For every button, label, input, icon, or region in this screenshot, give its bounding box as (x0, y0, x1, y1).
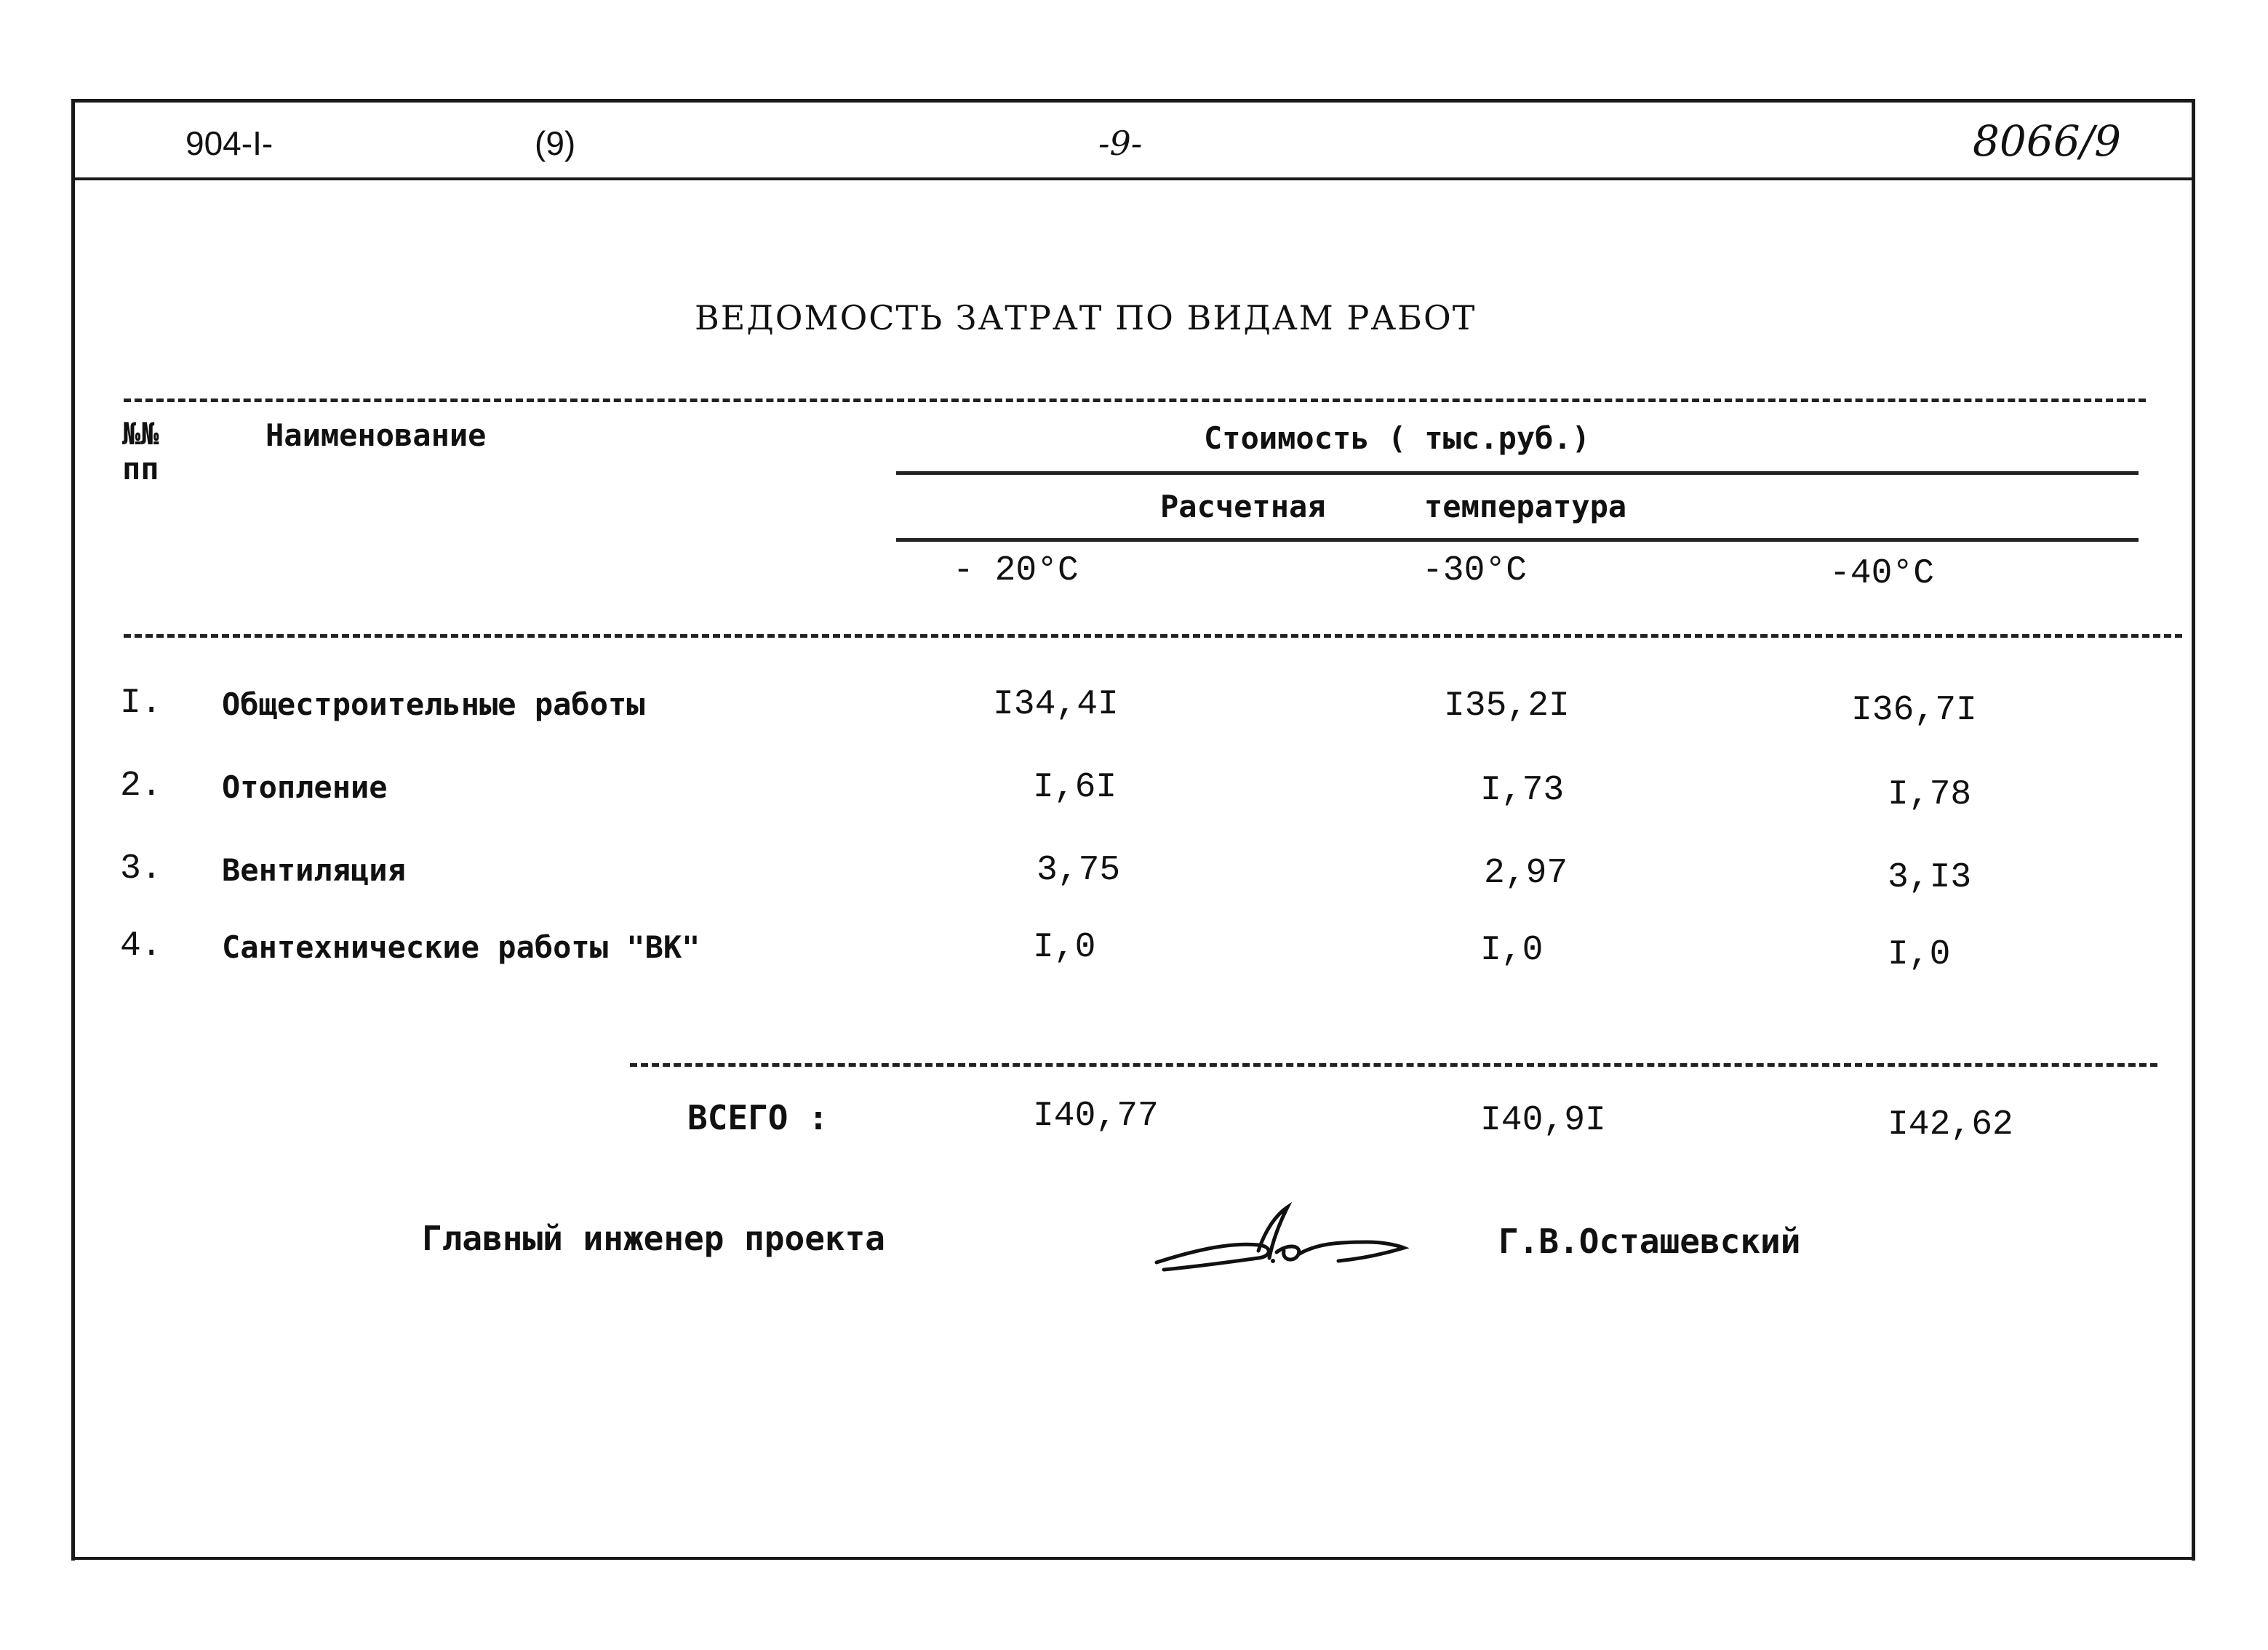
row-value-40: I36,7I (1851, 691, 1977, 730)
row-name: Вентиляция (222, 852, 406, 888)
total-rule (630, 1063, 2157, 1067)
cost-header-rule (896, 471, 2139, 475)
row-name: Отопление (222, 769, 388, 805)
design-temperature-label-a: Расчетная (1160, 489, 1326, 524)
frame-right-border (2192, 99, 2195, 1561)
document-code: 904-I- (185, 124, 273, 162)
row-value-20: 3,75 (1037, 851, 1121, 890)
total-label: ВСЕГО : (687, 1098, 828, 1137)
total-value-40: I42,62 (1888, 1105, 2013, 1145)
row-value-20: I34,4I (993, 685, 1119, 724)
page-number: -9- (1098, 124, 1143, 163)
row-value-20: I,0 (1033, 928, 1096, 967)
cost-header: Стоимость ( тыс.руб.) (1204, 420, 1591, 456)
column-name-header: Наименование (265, 417, 487, 453)
row-value-30: 2,97 (1484, 854, 1568, 893)
header-divider (71, 177, 2195, 180)
row-name: Общестроительные работы (222, 686, 645, 722)
row-value-40: I,78 (1888, 775, 1972, 814)
frame-top-border (71, 99, 2195, 103)
design-temperature-label-b: температура (1424, 489, 1627, 524)
temp-col-3: -40°C (1829, 554, 1935, 593)
table-top-rule (124, 399, 2146, 402)
document-number: (9) (535, 124, 576, 162)
column-number-header-sub: пп (122, 451, 159, 486)
frame-left-border (71, 99, 75, 1561)
handwritten-mark: 8066/9 (1973, 116, 2122, 166)
row-value-40: 3,I3 (1888, 858, 1972, 897)
row-value-30: I35,2I (1444, 686, 1570, 726)
row-name: Сантехнические работы "ВК" (222, 929, 700, 965)
chief-engineer-role: Главный инженер проекта (422, 1219, 885, 1258)
handwritten-signature (1149, 1200, 1411, 1280)
total-value-20: I40,77 (1033, 1097, 1159, 1136)
column-number-header: №№ (122, 416, 159, 452)
frame-bottom-border (71, 1557, 2195, 1560)
row-number: I. (120, 684, 162, 723)
temp-header-rule (896, 538, 2139, 542)
temp-col-1: - 20°C (953, 551, 1079, 590)
chief-engineer-name: Г.В.Осташевский (1498, 1222, 1801, 1261)
row-number: 2. (120, 766, 162, 806)
row-number: 4. (120, 926, 162, 966)
total-value-30: I40,9I (1480, 1101, 1606, 1140)
row-value-20: I,6I (1033, 768, 1117, 807)
row-value-30: I,0 (1480, 931, 1544, 970)
row-value-40: I,0 (1888, 935, 1951, 974)
table-header-bottom-rule (124, 634, 2182, 638)
temp-col-2: -30°C (1422, 551, 1528, 590)
page-title: ВЕДОМОСТЬ ЗАТРАТ ПО ВИДАМ РАБОТ (695, 298, 1477, 337)
row-value-30: I,73 (1480, 771, 1565, 810)
row-number: 3. (120, 849, 162, 889)
